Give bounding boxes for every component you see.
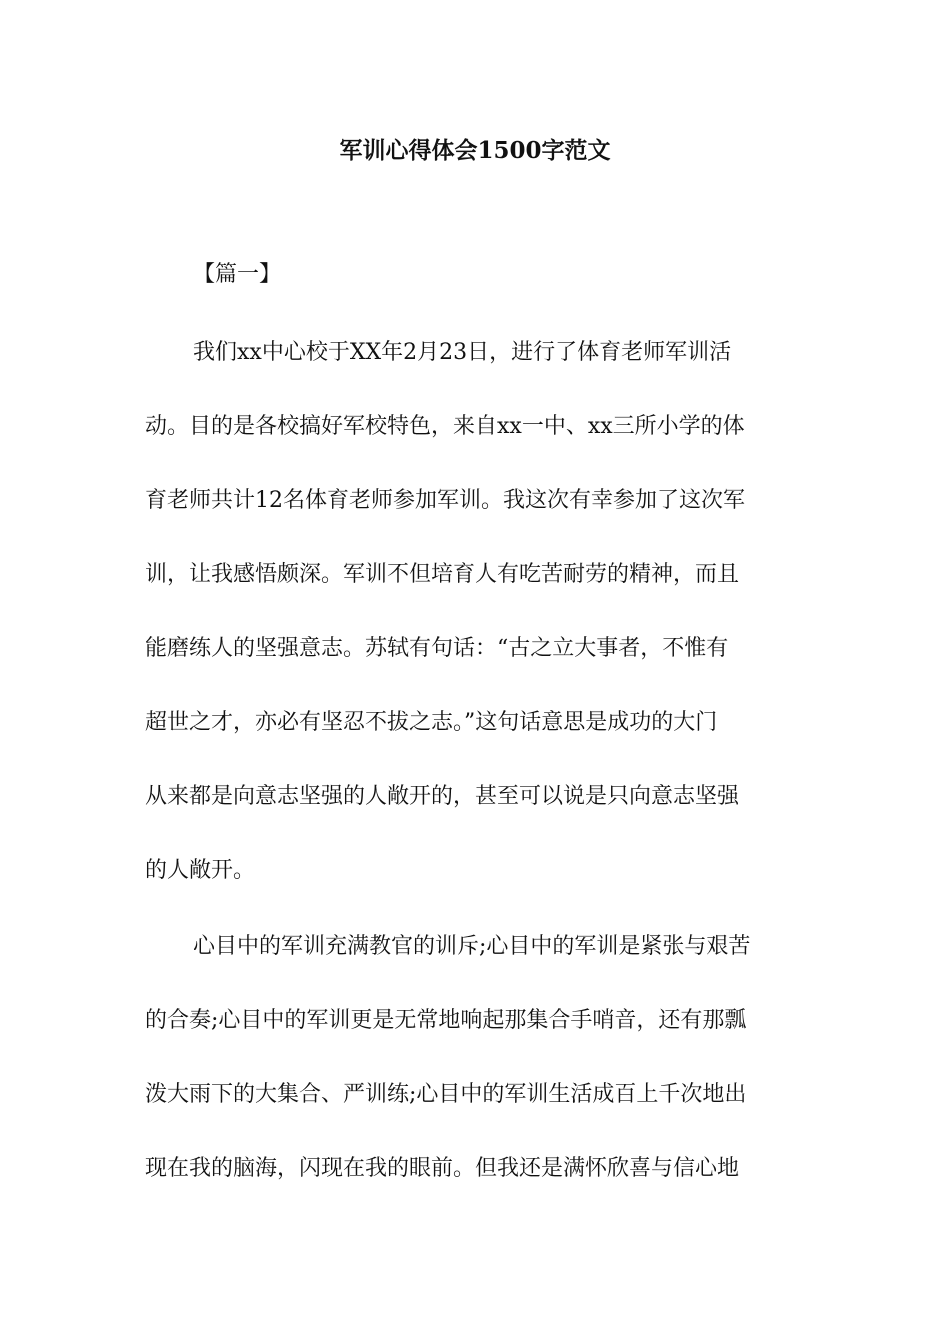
paragraph-line: 我们xx中心校于XX年2月23日，进行了体育老师军训活 <box>193 340 732 365</box>
paragraph-line: 能磨练人的坚强意志。苏轼有句话：“古之立大事者，不惟有 <box>145 636 729 661</box>
paragraph-line: 的人敞开。 <box>145 858 256 883</box>
paragraph-line: 育老师共计12名体育老师参加军训。我这次有幸参加了这次军 <box>145 488 745 513</box>
paragraph-line: 现在我的脑海，闪现在我的眼前。但我还是满怀欣喜与信心地 <box>145 1156 740 1181</box>
paragraph-line: 心目中的军训充满教官的训斥;心目中的军训是紧张与艰苦 <box>193 934 751 959</box>
paragraph-line: 的合奏;心目中的军训更是无常地响起那集合手哨音，还有那瓢 <box>145 1008 747 1033</box>
paragraph-line: 动。目的是各校搞好军校特色，来自xx一中、xx三所小学的体 <box>145 414 745 439</box>
paragraph-line: 超世之才，亦必有坚忍不拔之志。”这句话意思是成功的大门 <box>145 710 718 735</box>
paragraph-line: 泼大雨下的大集合、严训练;心目中的军训生活成百上千次地出 <box>145 1082 747 1107</box>
paragraph-line: 训，让我感悟颇深。军训不但培育人有吃苦耐劳的精神，而且 <box>145 562 740 587</box>
section-label: 【篇一】 <box>193 262 282 287</box>
paragraph-line: 从来都是向意志坚强的人敞开的，甚至可以说是只向意志坚强 <box>145 784 740 809</box>
document-title: 军训心得体会1500字范文 <box>339 137 611 164</box>
